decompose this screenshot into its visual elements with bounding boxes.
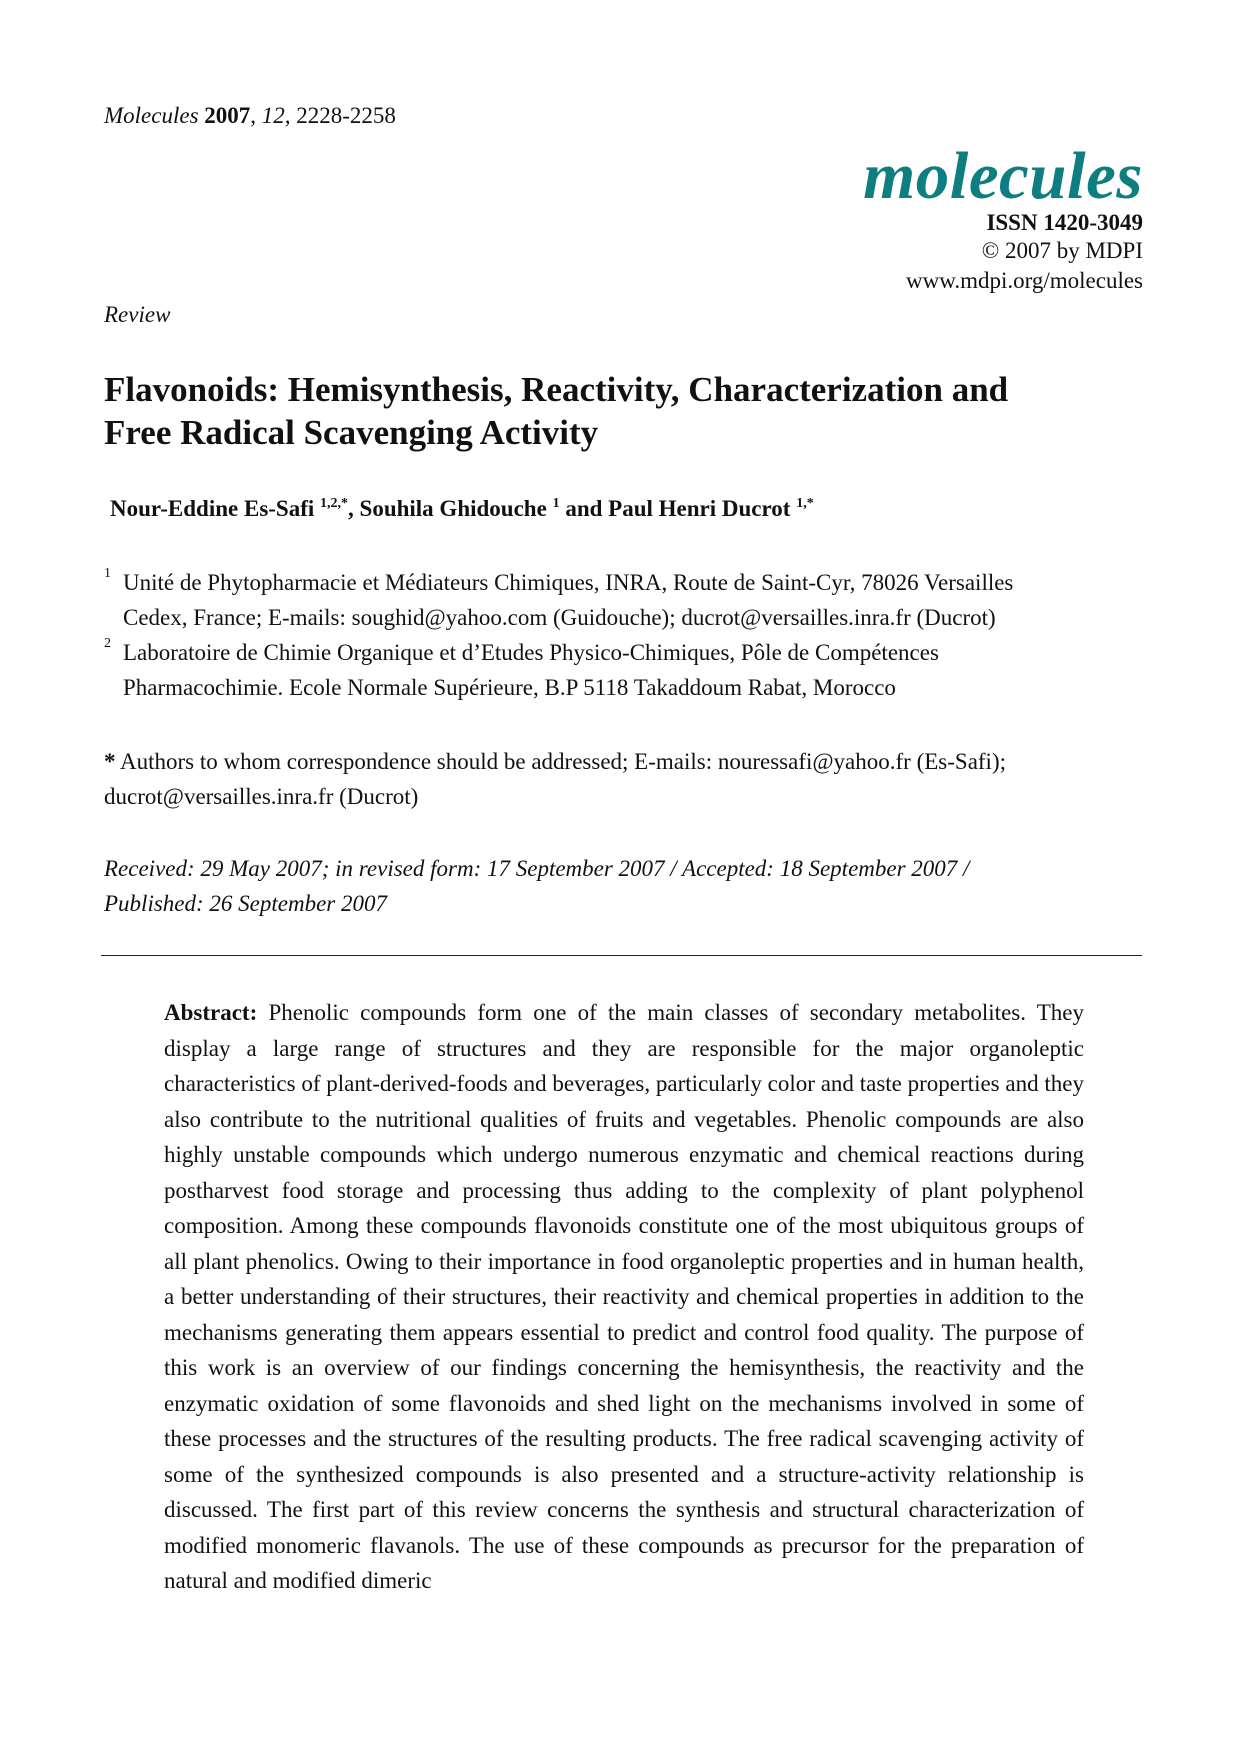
title-line-1: Flavonoids: Hemisynthesis, Reactivity, Characterization and	[104, 370, 1009, 409]
article-type: Review	[104, 302, 171, 327]
affiliation-item	[104, 635, 1164, 705]
author-list	[110, 496, 814, 522]
affiliation-number: 1	[104, 566, 111, 581]
correspondence-line: ducrot@versailles.inra.fr (Ducrot)	[104, 784, 419, 809]
journal-volume: 12	[261, 103, 285, 128]
author-name: Paul Henri Ducrot	[608, 496, 791, 521]
website-link[interactable]: www.mdpi.org/molecules	[906, 268, 1143, 293]
history-line: Published: 26 September 2007	[104, 891, 387, 916]
copyright: © 2007 by MDPI	[981, 238, 1143, 263]
affiliation-number: 2	[104, 636, 111, 651]
author-affiliation-mark: 1,2,*	[320, 496, 349, 511]
correspondence-note	[104, 744, 1164, 814]
author-affiliation-mark: 1,*	[796, 496, 814, 511]
affiliation-line: Unité de Phytopharmacie et Médiateurs Chimiques, INRA, Route de Saint-Cyr, 78026 Versailles	[123, 570, 1014, 595]
citation-line: Molecules 2007, 12, 2228-2258	[104, 103, 396, 128]
journal-year: 2007	[204, 103, 251, 128]
article-title	[104, 368, 1164, 454]
affiliations	[104, 565, 1164, 705]
author-separator: and	[559, 496, 609, 521]
affiliation-line: Pharmacochimie. Ecole Normale Supérieure, B.P 5118 Takaddoum Rabat, Morocco	[123, 675, 896, 700]
history-line: Received: 29 May 2007; in revised form: 17 September 2007 / Accepted: 18 September 2007 /	[104, 856, 970, 881]
title-line-2: Free Radical Scavenging Activity	[104, 413, 599, 452]
correspondence-text: Authors to whom correspondence should be addressed; E-mails: nouressafi@yahoo.fr (Es-Safi);	[115, 749, 1006, 774]
abstract-label: Abstract:	[164, 1000, 258, 1025]
journal-pages: 2228-2258	[296, 103, 396, 128]
journal-logo: molecules	[863, 139, 1143, 213]
author-separator: ,	[348, 496, 360, 521]
author-name: Nour-Eddine Es-Safi	[110, 496, 315, 521]
publication-history	[104, 851, 1164, 921]
author-affiliation-mark: 1	[552, 496, 560, 511]
correspondence-line	[104, 744, 1164, 779]
affiliation-line: Laboratoire de Chimie Organique et d’Etudes Physico-Chimiques, Pôle de Compétences	[123, 640, 939, 665]
issn: ISSN 1420-3049	[986, 210, 1143, 235]
affiliation-item	[104, 565, 1164, 635]
correspondence-star: *	[104, 749, 116, 774]
section-divider	[101, 955, 1142, 956]
journal-name: Molecules	[104, 103, 199, 128]
abstract	[164, 995, 1084, 1599]
abstract-text: Phenolic compounds form one of the main classes of secondary metabolites. They display a large range of structures and they are responsible for the major organoleptic characteristics of plant-derived-foods and beverages, particularly color and taste properties and they also contribute to the nutritional qualities of fruits and vegetables. Phenolic compounds are also highly unstable compounds which undergo numerous enzymatic and chemical reactions during postharvest food storage and processing thus adding to the complexity of plant polyphenol composition. Among these compounds flavonoids constitute one of the most ubiquitous groups of all plant phenolics. Owing to their importance in food organoleptic properties and in human health, a better understanding of their structures, their reactivity and chemical properties in addition to the mechanisms generating them appears essential to predict and control food quality. The purpose of this work is an overview of our findings concerning the hemisynthesis, the reactivity and the enzymatic oxidation of some flavonoids and shed light on the mechanisms involved in some of these processes and the structures of the resulting products. The free radical scavenging activity of some of the synthesized compounds is also presented and a structure-activity relationship is discussed. The first part of this review concerns the synthesis and structural characterization of modified monomeric flavanols. The use of these compounds as precursor for the preparation of natural and modified dimeric	[164, 1000, 1084, 1593]
author-name: Souhila Ghidouche	[359, 496, 547, 521]
affiliation-line: Cedex, France; E-mails: soughid@yahoo.com (Guidouche); ducrot@versailles.inra.fr (Ducrot)	[123, 605, 996, 630]
